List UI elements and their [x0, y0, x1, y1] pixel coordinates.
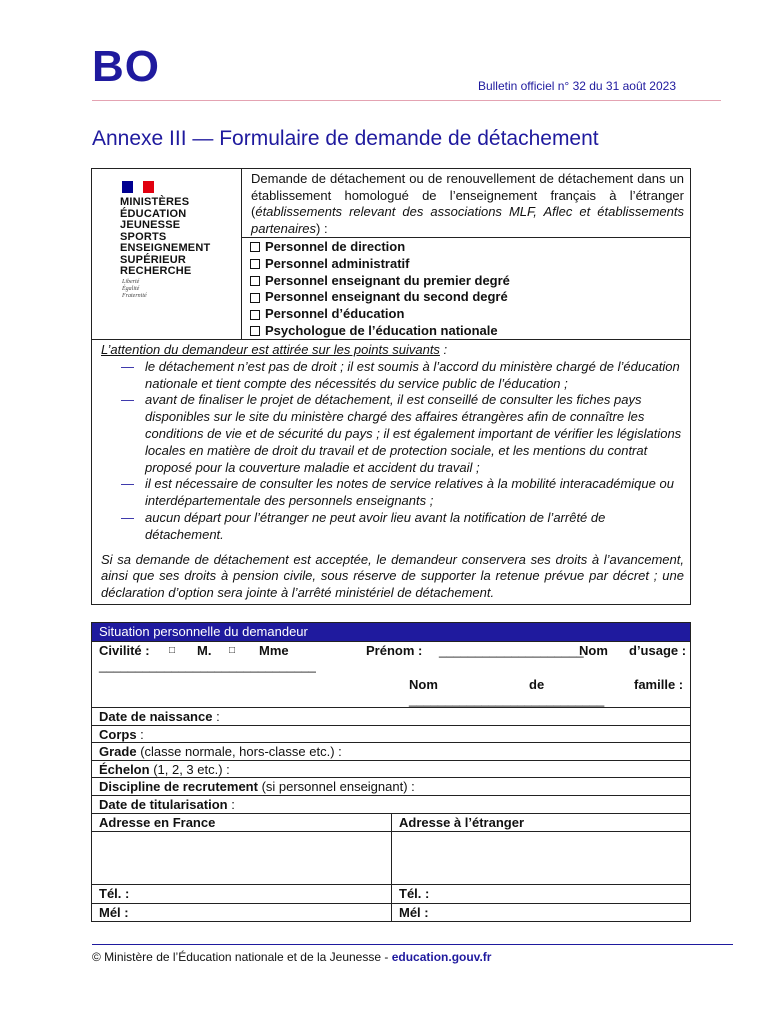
civility-name-block — [92, 641, 690, 707]
nom-usage-field[interactable]: ______________________________ — [99, 658, 316, 673]
ministry-name: MINISTÈRES ÉDUCATION JEUNESSE SPORTS ENSEIGNEMENT SUPÉRIEUR RECHERCHE — [120, 196, 211, 277]
nom-usage-label-2: d’usage : — [629, 643, 687, 658]
prenom-field[interactable]: ____________________ — [439, 643, 584, 658]
option-m: M. — [197, 643, 212, 658]
attention-conclusion: Si sa demande de détachement est acceptée, le demandeur conservera ses droits à l’avancement, ainsi que ses droits à pension civile, sous réserve de supporter la retenue prévue par décret ; une déclaration d’option sera jointe à l’arrêté ministériel de détachement. — [101, 551, 684, 601]
header-divider — [92, 100, 721, 101]
personnel-category-options — [242, 238, 690, 339]
checkbox-icon[interactable] — [250, 310, 260, 320]
request-type-table — [91, 168, 691, 605]
checkbox-icon[interactable] — [250, 293, 260, 303]
address-headers — [92, 813, 690, 832]
attention-bullet: — aucun départ pour l’étranger ne peut avoir lieu avant la notification de l’arrêté de détachement. — [121, 509, 606, 542]
nom-usage-label: Nom — [579, 643, 608, 658]
option-personnel-education[interactable]: Personnel d’éducation — [250, 306, 684, 323]
attention-notice — [92, 339, 690, 604]
page-title: Annexe III — Formulaire de demande de détachement — [92, 127, 599, 150]
address-abroad-field[interactable] — [391, 832, 690, 884]
tel-abroad-field[interactable]: Tél. : — [391, 885, 690, 903]
option-personnel-administratif[interactable]: Personnel administratif — [250, 256, 684, 273]
mel-france-field[interactable]: Mél : — [99, 904, 129, 920]
personal-situation-table — [91, 622, 691, 922]
bulletin-reference: Bulletin officiel n° 32 du 31 août 2023 — [477, 79, 676, 93]
address-fields — [92, 831, 690, 884]
option-enseignant-second-degre[interactable]: Personnel enseignant du second degré — [250, 289, 684, 306]
row-date-naissance[interactable]: Date de naissance : — [92, 707, 690, 725]
nom-famille-field[interactable]: ___________________________ — [409, 692, 605, 707]
checkbox-mme-icon[interactable]: □ — [229, 645, 236, 656]
bo-logo: BO — [92, 42, 160, 91]
row-corps[interactable]: Corps : — [92, 725, 690, 743]
situation-header: Situation personnelle du demandeur — [92, 623, 690, 641]
footer-link[interactable]: education.gouv.fr — [391, 950, 492, 964]
option-personnel-direction[interactable]: Personnel de direction — [250, 239, 684, 256]
mel-abroad-field[interactable]: Mél : — [391, 904, 690, 922]
footer-divider — [92, 944, 733, 945]
address-france-field[interactable] — [92, 832, 391, 884]
checkbox-icon[interactable] — [250, 276, 260, 286]
row-date-titularisation[interactable]: Date de titularisation : — [92, 795, 690, 813]
attention-bullet: — le détachement n’est pas de droit ; il est soumis à l’accord du ministère chargé de l’éducation nationale et tient compte des nécessités du service public de l’éducation ; — [121, 358, 680, 391]
option-psychologue[interactable]: Psychologue de l’éducation nationale — [250, 323, 684, 340]
address-france-label: Adresse en France — [99, 814, 216, 830]
option-enseignant-premier-degre[interactable]: Personnel enseignant du premier degré — [250, 273, 684, 290]
republic-motto: Liberté Égalité Fraternité — [122, 279, 147, 299]
row-grade[interactable]: Grade (classe normale, hors-classe etc.) : — [92, 742, 690, 760]
tel-row — [92, 884, 690, 903]
mel-row — [92, 903, 690, 922]
ministry-logo-cell — [92, 169, 242, 339]
checkbox-m-icon[interactable]: □ — [169, 645, 176, 656]
nom-famille-de: de — [529, 677, 545, 692]
republic-flag-icon — [122, 181, 154, 193]
option-mme: Mme — [259, 643, 289, 658]
nom-famille-label-2: famille : — [634, 677, 684, 692]
prenom-label: Prénom : — [366, 643, 423, 658]
flag-stripe-blue — [122, 181, 133, 193]
tel-france-field[interactable]: Tél. : — [99, 886, 130, 902]
attention-bullet: — avant de finaliser le projet de détachement, il est conseillé de consulter les fiches pays disponibles sur le site du ministère chargé des affaires étrangères afin de connaître les conditions de vie et de sécurité du pays ; il est également important de vérifier les législations locales en matière de droit du travail et de protection sociale, et les mentions du contrat proposé pour la couverture maladie et accident du travail ; — [121, 392, 682, 475]
attention-heading: L’attention du demandeur est attirée sur les points suivants : — [101, 342, 448, 357]
checkbox-icon[interactable] — [250, 242, 260, 252]
civilite-label: Civilité : — [99, 643, 150, 658]
row-echelon[interactable]: Échelon (1, 2, 3 etc.) : — [92, 760, 690, 778]
flag-stripe-red — [143, 181, 154, 193]
flag-stripe-white — [133, 181, 144, 193]
checkbox-icon[interactable] — [250, 326, 260, 336]
request-description: Demande de détachement ou de renouvellement de détachement dans un établissement homologué de l’enseignement français à l’étranger (établissements relevant des associations MLF, Aflec et établissements partenaires) : — [242, 169, 690, 238]
address-abroad-label: Adresse à l’étranger — [391, 814, 690, 832]
attention-bullet: — il est nécessaire de consulter les notes de service relatives à la mobilité interacadémique ou interdépartementale des personnels enseignants ; — [121, 476, 674, 509]
nom-famille-label: Nom — [409, 677, 438, 692]
checkbox-icon[interactable] — [250, 259, 260, 269]
row-discipline[interactable]: Discipline de recrutement (si personnel enseignant) : — [92, 777, 690, 795]
footer: © Ministère de l’Éducation nationale et de la Jeunesse - education.gouv.fr — [92, 950, 492, 964]
